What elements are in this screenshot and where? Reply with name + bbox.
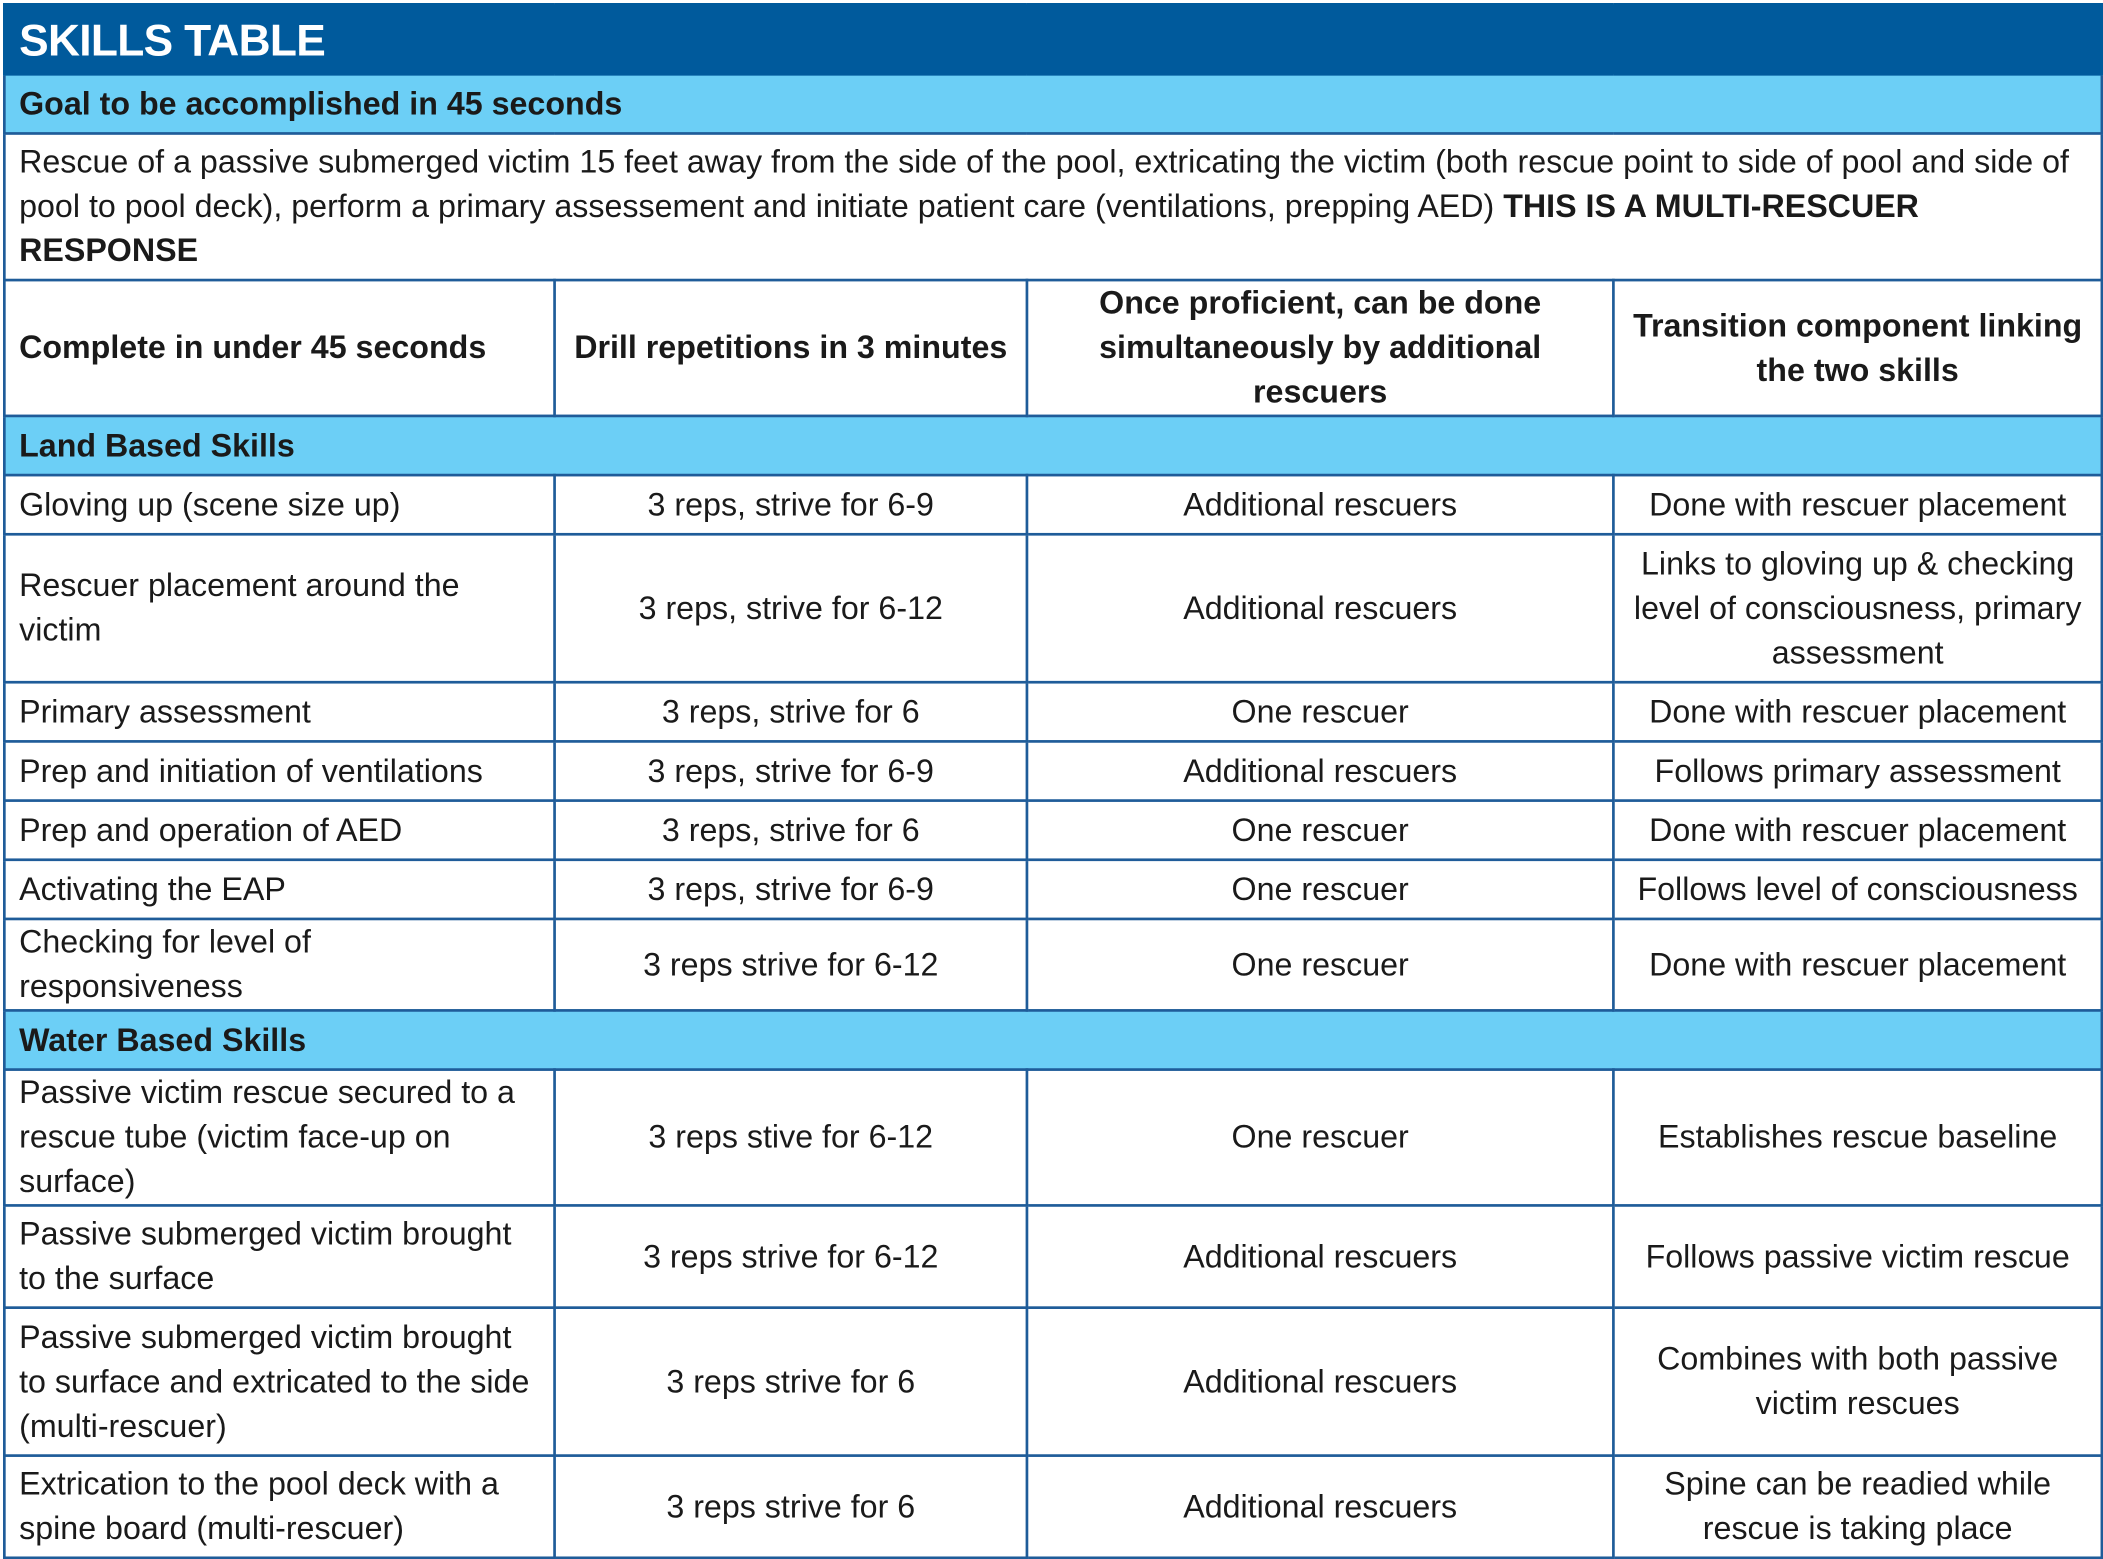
transition-cell: Follows passive victim rescue	[1613, 1205, 2102, 1307]
section-row	[4, 1010, 2102, 1069]
sections-body	[4, 416, 2102, 1558]
repetitions-cell: 3 reps, strive for 6-9	[555, 741, 1027, 800]
table-row	[4, 534, 2102, 682]
repetitions-cell: 3 reps, strive for 6-12	[555, 534, 1027, 682]
rescuers-cell: One rescuer	[1027, 919, 1613, 1010]
transition-cell: Follows primary assessment	[1613, 741, 2102, 800]
header-row	[4, 280, 2102, 416]
header-complete: Complete in under 45 seconds	[4, 280, 554, 416]
repetitions-cell: 3 reps strive for 6	[555, 1456, 1027, 1558]
description-text: Rescue of a passive submerged victim 15 feet away from the side of the pool, extricating the victim (both rescue point to side of pool and side of pool to pool deck), perform a primary assessement and initiate patient care (ventilations, prepping AED)	[19, 144, 2069, 225]
table-row	[4, 1308, 2102, 1456]
rescuers-cell: Additional rescuers	[1027, 1205, 1613, 1307]
rescuers-cell: Additional rescuers	[1027, 741, 1613, 800]
repetitions-cell: 3 reps, strive for 6-9	[555, 860, 1027, 919]
skill-cell: Passive submerged victim brought to the surface	[4, 1205, 554, 1307]
description-emphasis: THIS IS A MULTI-RESCUER RESPONSE	[19, 188, 1919, 270]
table-row	[4, 860, 2102, 919]
rescuers-cell: One rescuer	[1027, 801, 1613, 860]
transition-cell: Done with rescuer placement	[1613, 475, 2102, 534]
rescuers-cell: One rescuer	[1027, 682, 1613, 741]
rescuers-cell: Additional rescuers	[1027, 534, 1613, 682]
repetitions-cell: 3 reps, strive for 6	[555, 682, 1027, 741]
description-cell	[4, 133, 2102, 280]
description-row	[4, 133, 2102, 280]
skill-cell: Checking for level of responsiveness	[4, 919, 554, 1010]
skill-cell: Passive submerged victim brought to surface and extricated to the side (multi-rescuer)	[4, 1308, 554, 1456]
rescuers-cell: Additional rescuers	[1027, 1308, 1613, 1456]
skill-cell: Rescuer placement around the victim	[4, 534, 554, 682]
header-drill-repetitions: Drill repetitions in 3 minutes	[555, 280, 1027, 416]
skills-table	[3, 3, 2103, 1559]
table-row	[4, 475, 2102, 534]
skill-cell: Prep and initiation of ventilations	[4, 741, 554, 800]
table-row	[4, 741, 2102, 800]
skills-table-container	[3, 3, 2101, 1559]
table-row	[4, 1070, 2102, 1206]
repetitions-cell: 3 reps, strive for 6-9	[555, 475, 1027, 534]
skill-cell: Prep and operation of AED	[4, 801, 554, 860]
rescuers-cell: Additional rescuers	[1027, 1456, 1613, 1558]
section-row	[4, 416, 2102, 475]
repetitions-cell: 3 reps strive for 6	[555, 1308, 1027, 1456]
repetitions-cell: 3 reps strive for 6-12	[555, 919, 1027, 1010]
section-heading: Water Based Skills	[4, 1010, 2102, 1069]
rescuers-cell: One rescuer	[1027, 860, 1613, 919]
header-simultaneous: Once proficient, can be done simultaneously by additional rescuers	[1027, 280, 1613, 416]
transition-cell: Combines with both passive victim rescues	[1613, 1308, 2102, 1456]
transition-cell: Done with rescuer placement	[1613, 919, 2102, 1010]
table-row	[4, 1205, 2102, 1307]
transition-cell: Done with rescuer placement	[1613, 801, 2102, 860]
transition-cell: Spine can be readied while rescue is taking place	[1613, 1456, 2102, 1558]
section-heading: Land Based Skills	[4, 416, 2102, 475]
table-title: SKILLS TABLE	[4, 4, 2102, 74]
rescuers-cell: Additional rescuers	[1027, 475, 1613, 534]
goal-text: Goal to be accomplished in 45 seconds	[4, 74, 2102, 133]
table-row	[4, 682, 2102, 741]
goal-row	[4, 74, 2102, 133]
title-row	[4, 4, 2102, 74]
rescuers-cell: One rescuer	[1027, 1070, 1613, 1206]
skill-cell: Extrication to the pool deck with a spine board (multi-rescuer)	[4, 1456, 554, 1558]
transition-cell: Done with rescuer placement	[1613, 682, 2102, 741]
repetitions-cell: 3 reps, strive for 6	[555, 801, 1027, 860]
table-row	[4, 801, 2102, 860]
transition-cell: Links to gloving up & checking level of consciousness, primary assessment	[1613, 534, 2102, 682]
header-transition: Transition component linking the two skills	[1613, 280, 2102, 416]
table-row	[4, 919, 2102, 1010]
repetitions-cell: 3 reps strive for 6-12	[555, 1205, 1027, 1307]
table-row	[4, 1456, 2102, 1558]
repetitions-cell: 3 reps stive for 6-12	[555, 1070, 1027, 1206]
transition-cell: Follows level of consciousness	[1613, 860, 2102, 919]
skill-cell: Primary assessment	[4, 682, 554, 741]
skill-cell: Passive victim rescue secured to a rescue tube (victim face-up on surface)	[4, 1070, 554, 1206]
transition-cell: Establishes rescue baseline	[1613, 1070, 2102, 1206]
skill-cell: Activating the EAP	[4, 860, 554, 919]
skill-cell: Gloving up (scene size up)	[4, 475, 554, 534]
